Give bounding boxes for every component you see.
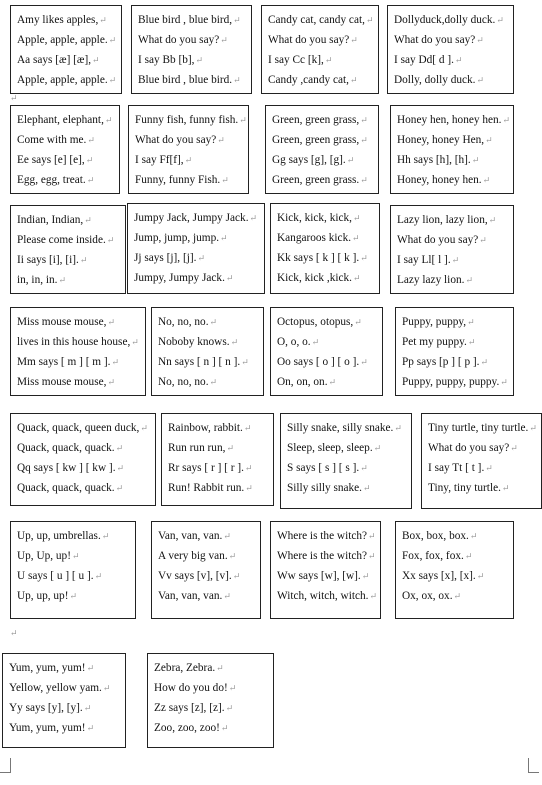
paragraph-mark: ↵ (228, 551, 237, 561)
paragraph-mark: ↵ (369, 591, 378, 601)
paragraph-mark: ↵ (10, 93, 18, 103)
rhyme-line: Aa says [æ] [æ],↵ (17, 54, 100, 66)
rhyme-line: Pp says [p ] [ p ].↵ (402, 356, 489, 368)
paragraph-mark: ↵ (469, 531, 478, 541)
rhyme-line: On, on, on.↵ (277, 376, 337, 388)
paragraph-mark: ↵ (365, 15, 374, 25)
paragraph-mark: ↵ (346, 155, 355, 165)
paragraph-mark: ↵ (352, 273, 361, 283)
rhyme-line: Quack, quack, quack.↵ (17, 482, 124, 494)
paragraph-mark: ↵ (104, 115, 113, 125)
paragraph-mark: ↵ (241, 357, 249, 367)
paragraph-mark: ↵ (485, 135, 493, 145)
rhyme-line: Run! Rabbit run.↵ (168, 482, 253, 494)
rhyme-line: Ww says [w], [w].↵ (277, 570, 370, 582)
paragraph-mark: ↵ (116, 463, 125, 473)
paragraph-mark: ↵ (352, 233, 360, 243)
paragraph-mark: ↵ (360, 135, 368, 145)
paragraph-mark: ↵ (453, 591, 462, 601)
paragraph-mark: ↵ (368, 531, 376, 541)
rhyme-line: What do you say?↵ (397, 234, 487, 246)
rhyme-line: Pet my puppy.↵ (402, 336, 476, 348)
paragraph-mark: ↵ (228, 683, 237, 693)
paragraph-mark: ↵ (471, 155, 480, 165)
rhyme-line: Kk says [ k ] [ k ].↵ (277, 252, 368, 264)
rhyme-line: Noboby knows.↵ (158, 336, 239, 348)
rhyme-line: Tiny, tiny turtle.↵ (428, 482, 510, 494)
rhyme-line: Candy cat, candy cat,↵ (268, 14, 374, 26)
paragraph-mark: ↵ (220, 35, 228, 45)
paragraph-mark: ↵ (233, 75, 241, 85)
paragraph-mark: ↵ (311, 337, 320, 347)
rhyme-line: Lazy lion, lazy lion,↵ (397, 214, 497, 226)
rhyme-line: Hh says [h], [h].↵ (397, 154, 480, 166)
paragraph-mark: ↵ (352, 213, 361, 223)
paragraph-mark: ↵ (101, 531, 110, 541)
rhyme-line: Jj says [j], [j].↵ (134, 252, 205, 264)
paragraph-mark: ↵ (361, 571, 370, 581)
rhyme-line: Candy ,candy cat,↵ (268, 74, 358, 86)
paragraph-mark: ↵ (230, 337, 239, 347)
paragraph-mark: ↵ (223, 591, 231, 601)
paragraph-mark: ↵ (500, 377, 508, 387)
page-corner-mark-right (528, 758, 539, 773)
paragraph-mark: ↵ (92, 55, 100, 65)
paragraph-mark: ↵ (106, 235, 115, 245)
paragraph-mark: ↵ (87, 135, 95, 145)
rhyme-line: Up, Up, up!↵ (17, 550, 80, 562)
rhyme-line: Green, green grass,↵ (272, 114, 368, 126)
rhyme-line: I say Dd[ d ].↵ (394, 54, 463, 66)
rhyme-line: Quack, quack, quack.↵ (17, 442, 124, 454)
rhyme-box-r (161, 413, 274, 506)
rhyme-box-l (390, 205, 514, 294)
rhyme-line: O, o, o.↵ (277, 336, 320, 348)
rhyme-line: Silly silly snake.↵ (287, 482, 371, 494)
rhyme-box-g (265, 105, 379, 194)
rhyme-box-n (151, 307, 264, 396)
rhyme-line: Octopus, otopus,↵ (277, 316, 362, 328)
rhyme-line: Quack, quack, queen duck,↵ (17, 422, 148, 434)
rhyme-box-p (395, 307, 514, 396)
paragraph-mark: ↵ (368, 551, 376, 561)
rhyme-line: Qq says [ kw ] [ kw ].↵ (17, 462, 125, 474)
rhyme-line: Up, up, up!↵ (17, 590, 78, 602)
rhyme-line: A very big van.↵ (158, 550, 237, 562)
rhyme-box-x (395, 521, 514, 619)
rhyme-line: Blue bird , blue bird.↵ (138, 74, 241, 86)
rhyme-line: I say Bb [b],↵ (138, 54, 204, 66)
rhyme-line: Fox, fox, fox.↵ (402, 550, 473, 562)
paragraph-mark: ↵ (243, 423, 252, 433)
paragraph-mark: ↵ (217, 135, 225, 145)
paragraph-mark: ↵ (220, 233, 228, 243)
rhyme-line: Indian, Indian,↵ (17, 214, 92, 226)
rhyme-box-c (261, 5, 379, 94)
rhyme-line: Van, van, van.↵ (158, 590, 231, 602)
paragraph-mark: ↵ (467, 317, 475, 327)
rhyme-line: Miss mouse mouse,↵ (17, 376, 115, 388)
rhyme-line: Kick, kick, kick,↵ (277, 212, 361, 224)
paragraph-mark: ↵ (84, 215, 92, 225)
rhyme-box-i (10, 205, 126, 294)
paragraph-mark: ↵ (451, 255, 460, 265)
paragraph-mark: ↵ (464, 551, 473, 561)
rhyme-line: Kangaroos kick.↵ (277, 232, 360, 244)
paragraph-mark: ↵ (454, 55, 463, 65)
paragraph-mark: ↵ (349, 75, 358, 85)
paragraph-mark: ↵ (226, 443, 234, 453)
rhyme-line: Oo says [ o ] [ o ].↵ (277, 356, 368, 368)
paragraph-mark: ↵ (529, 423, 537, 433)
rhyme-line: Funny fish, funny fish.↵ (135, 114, 247, 126)
paragraph-mark: ↵ (140, 423, 148, 433)
rhyme-line: Funny, funny Fish.↵ (135, 174, 229, 186)
rhyme-line: Ii says [i], [i].↵ (17, 254, 88, 266)
paragraph-mark: ↵ (249, 213, 258, 223)
paragraph-mark: ↵ (58, 275, 67, 285)
rhyme-line: Kick, kick ,kick.↵ (277, 272, 361, 284)
paragraph-mark: ↵ (354, 317, 362, 327)
paragraph-mark: ↵ (476, 75, 485, 85)
paragraph-mark: ↵ (244, 463, 253, 473)
rhyme-line: Apple, apple, apple.↵ (17, 34, 117, 46)
paragraph-mark: ↵ (360, 175, 368, 185)
paragraph-mark: ↵ (476, 571, 485, 581)
rhyme-line: I say Ff[f],↵ (135, 154, 193, 166)
rhyme-line: Box, box, box.↵ (402, 530, 478, 542)
rhyme-box-d (387, 5, 514, 94)
rhyme-box-e (10, 105, 120, 194)
rhyme-line: Blue bird , blue bird,↵ (138, 14, 241, 26)
rhyme-line: Jumpy Jack, Jumpy Jack.↵ (134, 212, 258, 224)
paragraph-mark: ↵ (94, 571, 103, 581)
rhyme-line: Rainbow, rabbit.↵ (168, 422, 252, 434)
rhyme-line: What do you say?↵ (135, 134, 225, 146)
rhyme-line: Mm says [ m ] [ m ].↵ (17, 356, 120, 368)
rhyme-line: Lazy lazy lion.↵ (397, 274, 473, 286)
rhyme-box-m (10, 307, 146, 396)
paragraph-mark: ↵ (209, 377, 218, 387)
rhyme-box-s (280, 413, 412, 509)
rhyme-line: Up, up, umbrellas.↵ (17, 530, 110, 542)
rhyme-line: Zebra, Zebra.↵ (154, 662, 224, 674)
paragraph-mark: ↵ (69, 591, 78, 601)
rhyme-line: Miss mouse mouse,↵ (17, 316, 115, 328)
rhyme-box-u (10, 521, 136, 619)
rhyme-line: Green, green grass,↵ (272, 134, 368, 146)
paragraph-mark: ↵ (115, 443, 124, 453)
paragraph-mark: ↵ (223, 531, 231, 541)
paragraph-mark: ↵ (324, 55, 333, 65)
rhyme-box-o (270, 307, 383, 396)
paragraph-mark: ↵ (480, 357, 489, 367)
rhyme-line: Honey, honey Hen,↵ (397, 134, 493, 146)
rhyme-box-z (147, 653, 274, 748)
paragraph-mark: ↵ (510, 443, 518, 453)
paragraph-mark: ↵ (197, 253, 205, 263)
rhyme-line: Green, green grass.↵ (272, 174, 368, 186)
rhyme-line: Please come inside.↵ (17, 234, 115, 246)
paragraph-mark: ↵ (225, 703, 234, 713)
paragraph-mark: ↵ (360, 357, 368, 367)
rhyme-box-b (131, 5, 252, 94)
rhyme-line: Vv says [v], [v].↵ (158, 570, 241, 582)
paragraph-mark: ↵ (102, 683, 111, 693)
rhyme-box-a (10, 5, 122, 94)
rhyme-line: I say Tt [ t ].↵ (428, 462, 493, 474)
paragraph-mark: ↵ (328, 377, 337, 387)
rhyme-line: Run run run,↵ (168, 442, 234, 454)
rhyme-line: Zz says [z], [z].↵ (154, 702, 234, 714)
rhyme-line: What do you say?↵ (268, 34, 358, 46)
paragraph-mark: ↵ (232, 571, 241, 581)
paragraph-mark: ↵ (394, 423, 402, 433)
paragraph-mark: ↵ (360, 253, 368, 263)
rhyme-line: Egg, egg, treat.↵ (17, 174, 95, 186)
paragraph-mark: ↵ (467, 337, 476, 347)
paragraph-mark: ↵ (108, 75, 117, 85)
rhyme-line: S says [ s ] [ s ].↵ (287, 462, 368, 474)
rhyme-line: Elephant, elephant,↵ (17, 114, 113, 126)
paragraph-mark: ↵ (115, 483, 124, 493)
paragraph-mark: ↵ (111, 357, 120, 367)
paragraph-mark: ↵ (485, 463, 493, 473)
rhyme-line: Honey hen, honey hen.↵ (397, 114, 511, 126)
paragraph-mark: ↵ (479, 235, 487, 245)
rhyme-line: Yum, yum, yum!↵ (9, 722, 95, 734)
paragraph-mark: ↵ (86, 175, 95, 185)
paragraph-mark: ↵ (233, 15, 241, 25)
paragraph-mark: ↵ (502, 115, 511, 125)
rhyme-line: Amy likes apples,↵ (17, 14, 107, 26)
rhyme-line: Nn says [ n ] [ n ].↵ (158, 356, 249, 368)
rhyme-box-h (390, 105, 514, 194)
rhyme-box-v (151, 521, 261, 619)
paragraph-mark: ↵ (363, 483, 371, 493)
paragraph-mark: ↵ (465, 275, 473, 285)
rhyme-line: Where is the witch?↵ (277, 530, 376, 542)
paragraph-mark: ↵ (482, 175, 491, 185)
rhyme-line: Sleep, sleep, sleep.↵ (287, 442, 382, 454)
rhyme-line: Silly snake, silly snake.↵ (287, 422, 402, 434)
rhyme-line: No, no, no.↵ (158, 376, 218, 388)
rhyme-line: Where is the witch?↵ (277, 550, 376, 562)
rhyme-line: Jumpy, Jumpy Jack.↵ (134, 272, 234, 284)
paragraph-mark: ↵ (83, 703, 92, 713)
paragraph-mark: ↵ (10, 628, 18, 638)
paragraph-mark: ↵ (220, 723, 229, 733)
rhyme-line: Witch, witch, witch.↵ (277, 590, 378, 602)
paragraph-mark: ↵ (107, 377, 115, 387)
paragraph-mark: ↵ (225, 273, 234, 283)
rhyme-line: Dollyduck,dolly duck.↵ (394, 14, 504, 26)
rhyme-box-y (2, 653, 126, 748)
rhyme-line: I say Ll[ l ].↵ (397, 254, 460, 266)
rhyme-line: Ox, ox, ox.↵ (402, 590, 462, 602)
paragraph-mark: ↵ (496, 15, 504, 25)
paragraph-mark: ↵ (360, 463, 368, 473)
paragraph-mark: ↵ (501, 483, 510, 493)
paragraph-mark: ↵ (373, 443, 382, 453)
rhyme-line: Puppy, puppy, puppy.↵ (402, 376, 508, 388)
paragraph-mark: ↵ (360, 115, 368, 125)
rhyme-box-q (10, 413, 156, 506)
rhyme-box-t (421, 413, 542, 509)
paragraph-mark: ↵ (79, 255, 88, 265)
rhyme-line: Honey, honey hen.↵ (397, 174, 491, 186)
paragraph-mark: ↵ (350, 35, 358, 45)
rhyme-line: Tiny turtle, tiny turtle.↵ (428, 422, 537, 434)
rhyme-box-f (128, 105, 249, 194)
rhyme-line: U says [ u ] [ u ].↵ (17, 570, 103, 582)
rhyme-line: Yellow, yellow yam.↵ (9, 682, 111, 694)
paragraph-mark: ↵ (245, 483, 253, 493)
rhyme-line: Come with me.↵ (17, 134, 95, 146)
rhyme-line: What do you say?↵ (428, 442, 518, 454)
rhyme-line: Yy says [y], [y].↵ (9, 702, 92, 714)
rhyme-line: lives in this house house,↵ (17, 336, 139, 348)
rhyme-line: No, no, no.↵ (158, 316, 218, 328)
paragraph-mark: ↵ (209, 317, 218, 327)
paragraph-mark: ↵ (107, 317, 115, 327)
rhyme-line: Puppy, puppy,↵ (402, 316, 475, 328)
rhyme-line: How do you do!↵ (154, 682, 237, 694)
paragraph-mark: ↵ (131, 337, 139, 347)
rhyme-line: Ee says [e] [e],↵ (17, 154, 94, 166)
paragraph-mark: ↵ (488, 215, 497, 225)
paragraph-mark: ↵ (99, 15, 107, 25)
rhyme-line: Dolly, dolly duck.↵ (394, 74, 485, 86)
paragraph-mark: ↵ (195, 55, 204, 65)
rhyme-line: in, in, in.↵ (17, 274, 67, 286)
page-corner-mark-left (0, 758, 11, 773)
rhyme-line: Gg says [g], [g].↵ (272, 154, 355, 166)
paragraph-mark: ↵ (108, 35, 117, 45)
paragraph-mark: ↵ (86, 663, 95, 673)
rhyme-line: Jump, jump, jump.↵ (134, 232, 228, 244)
rhyme-box-w (270, 521, 381, 619)
rhyme-line: Xx says [x], [x].↵ (402, 570, 485, 582)
paragraph-mark: ↵ (216, 663, 224, 673)
rhyme-line: Apple, apple, apple.↵ (17, 74, 117, 86)
paragraph-mark: ↵ (239, 115, 247, 125)
rhyme-line: I say Cc [k],↵ (268, 54, 333, 66)
paragraph-mark: ↵ (221, 175, 229, 185)
rhyme-line: Rr says [ r ] [ r ].↵ (168, 462, 253, 474)
rhyme-line: What do you say?↵ (138, 34, 228, 46)
rhyme-box-j (127, 203, 265, 294)
paragraph-mark: ↵ (86, 723, 95, 733)
rhyme-line: Van, van, van.↵ (158, 530, 231, 542)
rhyme-box-k (270, 203, 380, 294)
paragraph-mark: ↵ (184, 155, 193, 165)
rhyme-line: What do you say?↵ (394, 34, 484, 46)
paragraph-mark: ↵ (476, 35, 484, 45)
rhyme-line: Yum, yum, yum!↵ (9, 662, 95, 674)
paragraph-mark: ↵ (85, 155, 94, 165)
rhyme-line: Zoo, zoo, zoo!↵ (154, 722, 229, 734)
paragraph-mark: ↵ (71, 551, 80, 561)
